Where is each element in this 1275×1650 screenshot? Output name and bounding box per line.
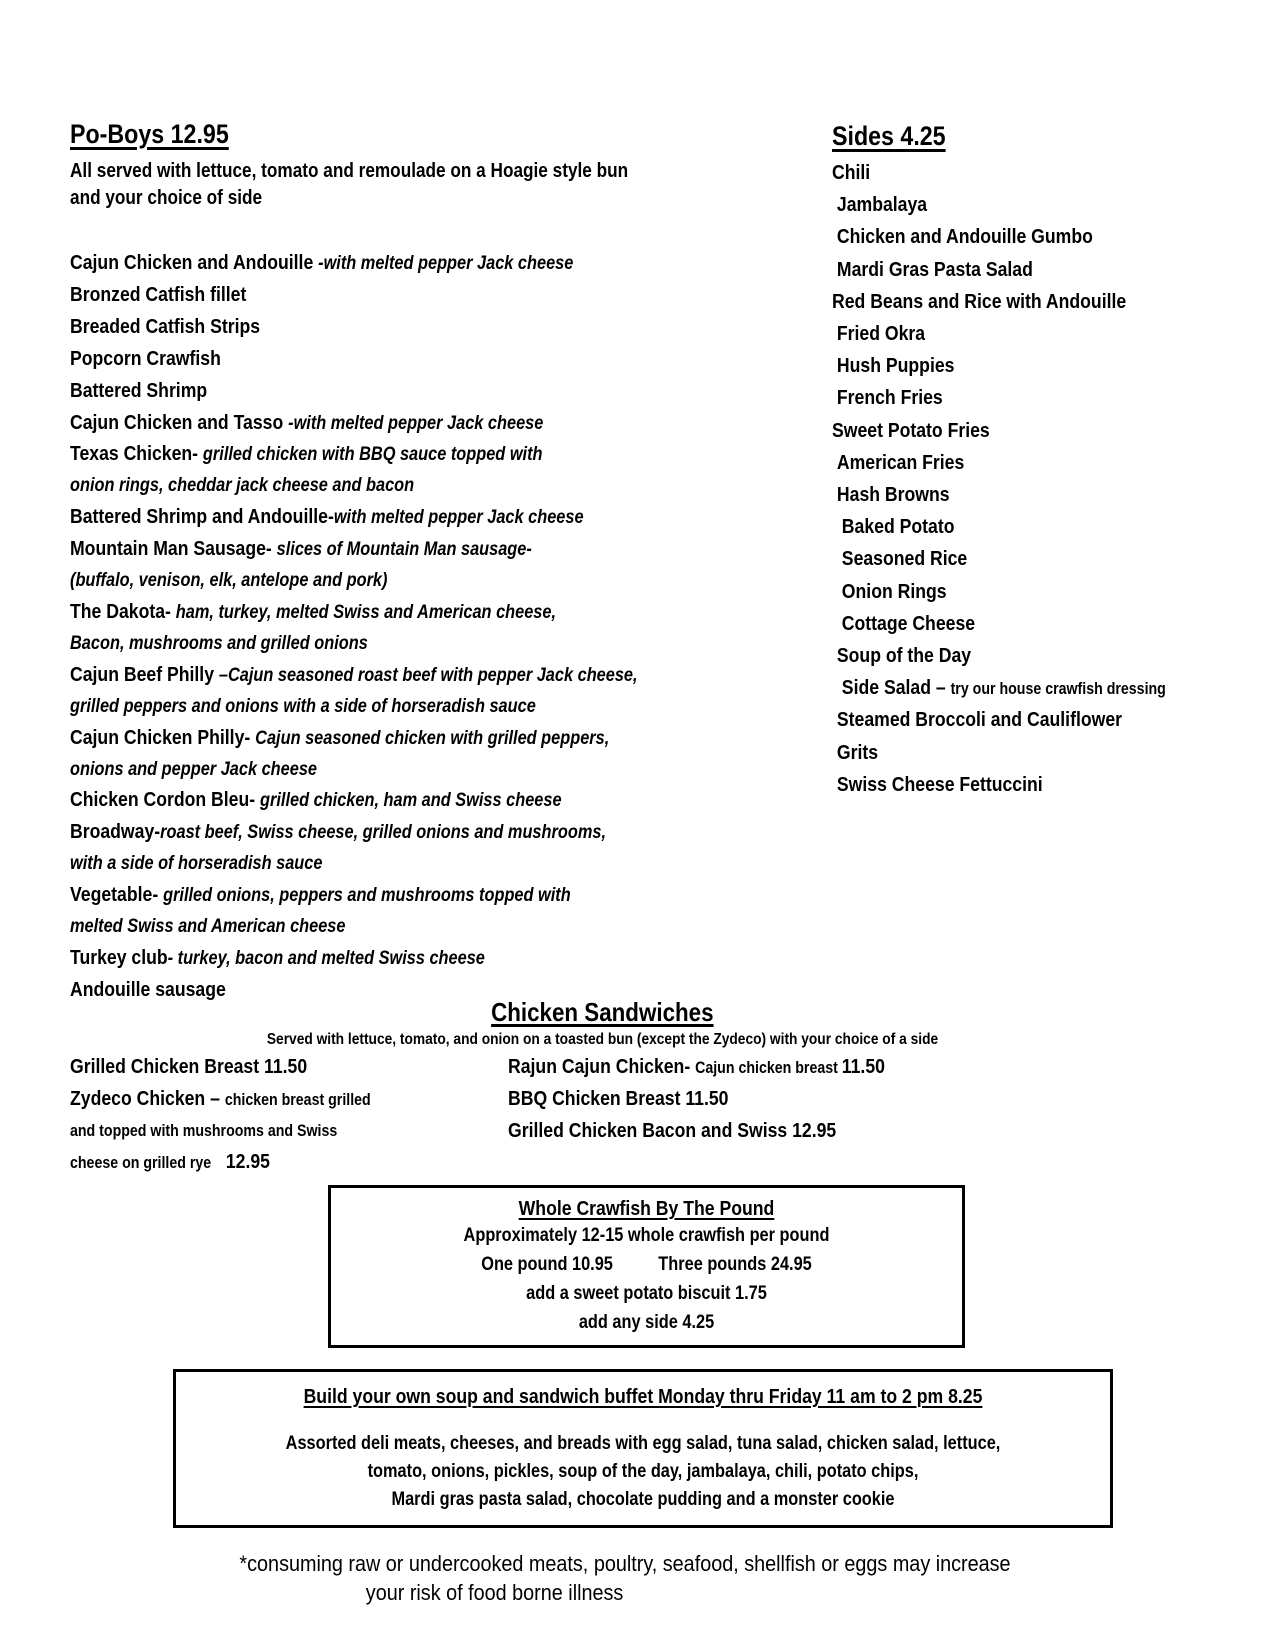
chicken-sandwich-item-text: BBQ Chicken Breast 11.50 <box>508 1087 729 1110</box>
poboy-item <box>70 723 681 755</box>
crawfish-line <box>375 1251 918 1280</box>
poboy-item <box>70 629 681 660</box>
side-item-text: Chicken and Andouille Gumbo <box>832 225 1093 249</box>
poboy-item-text: Chicken Cordon Bleu- <box>70 788 261 812</box>
poboy-item-text: onion rings, cheddar jack cheese and bacon <box>70 475 415 497</box>
buffet-line-text: Mardi gras pasta salad, chocolate pudding and a monster cookie <box>391 1489 895 1510</box>
chicken-sandwiches-title: Chicken Sandwiches <box>491 997 714 1027</box>
poboy-item <box>70 755 681 786</box>
side-item-text: Sweet Potato Fries <box>832 418 990 442</box>
crawfish-line <box>375 1280 918 1309</box>
side-item <box>832 738 1202 770</box>
buffet-box <box>173 1369 1113 1528</box>
poboy-item <box>70 817 681 849</box>
side-item <box>832 641 1202 673</box>
side-item-text: Cottage Cheese <box>832 611 976 635</box>
side-item-text: Red Beans and Rice with Andouille <box>832 289 1127 313</box>
poboy-item <box>70 534 681 566</box>
poboy-item-text: grilled onions, peppers and mushrooms topped with <box>163 885 571 907</box>
poboy-item-text: grilled chicken, ham and Swiss cheese <box>260 790 562 812</box>
buffet-box-lines <box>176 1430 1110 1514</box>
chicken-sandwich-item-text: and topped with mushrooms and Swiss <box>70 1122 338 1140</box>
side-item <box>832 416 1202 448</box>
poboy-item-text: with a side of horseradish sauce <box>70 853 323 875</box>
poboy-item <box>70 785 681 817</box>
side-item <box>832 770 1202 802</box>
buffet-box-spacer <box>176 1410 1110 1430</box>
side-item-text: try our house crawfish dressing <box>950 680 1166 699</box>
poboy-item-text: roast beef, Swiss cheese, grilled onions and mushrooms, <box>160 822 606 844</box>
side-item-text: French Fries <box>832 386 943 410</box>
poboy-item-text: Turkey club <box>70 945 168 969</box>
chicken-sandwich-item <box>70 1116 448 1147</box>
side-item-text: Fried Okra <box>832 322 926 346</box>
poboys-subtitle-line: All served with lettuce, tomato and remoulade on a Hoagie style bun <box>70 160 629 182</box>
chicken-sandwich-item-text: Rajun Cajun Chicken- <box>508 1055 696 1078</box>
side-item-text: American Fries <box>832 450 965 474</box>
side-item <box>832 577 1202 609</box>
chicken-sandwich-item-text: chicken breast grilled <box>224 1091 371 1109</box>
sides-section <box>832 120 1262 802</box>
poboy-item <box>70 943 681 975</box>
sides-title: Sides 4.25 <box>832 121 946 151</box>
side-item <box>832 158 1202 190</box>
chicken-sandwich-item <box>508 1084 1041 1116</box>
crawfish-box <box>328 1185 965 1348</box>
poboy-item <box>70 912 681 943</box>
chicken-sandwiches-subtitle: Served with lettuce, tomato, and onion on a toasted bun (except the Zydeco) with your choice of a side <box>266 1031 939 1048</box>
poboy-item <box>70 502 681 534</box>
poboy-item-text: grilled chicken with BBQ sauce topped with <box>202 444 543 466</box>
poboy-item <box>70 880 681 912</box>
poboy-item <box>70 344 681 376</box>
side-item <box>832 319 1202 351</box>
poboy-item <box>70 280 681 312</box>
side-item-text: Mardi Gras Pasta Salad <box>832 257 1033 281</box>
poboy-item-text: - turkey, bacon and melted Swiss cheese <box>167 947 485 969</box>
side-item-text: Hush Puppies <box>832 354 955 378</box>
poboy-item-text: Breaded Catfish Strips <box>70 314 261 338</box>
side-item <box>832 190 1202 222</box>
poboy-item-text: Mountain Man Sausage- <box>70 537 277 561</box>
poboys-subtitle-line: and your choice of side <box>70 187 263 209</box>
crawfish-line-text: add any side 4.25 <box>578 1312 715 1333</box>
buffet-line <box>241 1458 1044 1486</box>
side-item <box>832 255 1202 287</box>
poboy-item-text: Cajun Chicken Philly- <box>70 725 256 749</box>
poboy-item-text: Cajun Beef Philly <box>70 662 219 686</box>
chicken-sandwich-item-text: 12.95 <box>211 1150 270 1173</box>
poboy-item-text: (buffalo, venison, elk, antelope and pork) <box>70 570 388 592</box>
poboy-item-text: -with melted pepper Jack cheese <box>288 412 544 434</box>
crawfish-box-lines <box>331 1222 962 1338</box>
poboys-title: Po-Boys 12.95 <box>70 119 229 149</box>
poboy-item-text: Bacon, mushrooms and grilled onions <box>70 632 368 654</box>
chicken-right-column <box>508 1052 1128 1148</box>
poboy-item <box>70 692 681 723</box>
poboy-item-text: Vegetable- <box>70 883 164 907</box>
chicken-sandwich-item-text: Grilled Chicken Breast 11.50 <box>70 1055 308 1078</box>
poboy-item-text: -with melted pepper Jack cheese <box>318 253 574 274</box>
crawfish-line <box>375 1222 918 1251</box>
poboy-item <box>70 566 681 597</box>
side-item-text: Steamed Broccoli and Cauliflower <box>832 708 1122 732</box>
buffet-line <box>241 1486 1044 1514</box>
poboy-item <box>70 248 681 280</box>
side-item <box>832 383 1202 415</box>
poboy-item-text: Battered Shrimp <box>70 378 208 402</box>
poboy-item-text: Bronzed Catfish fillet <box>70 282 247 306</box>
poboy-item-text: Cajun seasoned chicken with grilled peppers, <box>255 727 610 749</box>
poboy-item <box>70 408 681 440</box>
poboy-item <box>70 471 681 502</box>
buffet-line <box>241 1430 1044 1458</box>
poboy-item-text: grilled peppers and onions with a side of horseradish sauce <box>70 695 536 717</box>
poboy-item-text: with melted pepper Jack cheese <box>333 507 584 529</box>
poboy-item <box>70 376 681 408</box>
buffet-line-text: tomato, onions, pickles, soup of the day, jambalaya, chili, potato chips, <box>367 1461 919 1482</box>
crawfish-box-title: Whole Crawfish By The Pound <box>518 1197 775 1220</box>
chicken-sandwich-item <box>508 1052 1041 1084</box>
side-item <box>832 705 1202 737</box>
poboy-item <box>70 660 681 692</box>
poboy-item <box>70 439 681 471</box>
chicken-sandwich-item <box>508 1116 1041 1148</box>
poboy-item-text: Cajun Chicken and Andouille <box>70 251 319 274</box>
poboy-item-text: –Cajun seasoned roast beef with pepper Jack cheese, <box>218 664 638 686</box>
chicken-sandwich-item-text: Cajun chicken breast <box>695 1059 842 1077</box>
side-item <box>832 222 1202 254</box>
chicken-sandwich-item-text: 11.50 <box>841 1055 885 1078</box>
side-item <box>832 480 1202 512</box>
chicken-sandwich-item-text: Zydeco Chicken – <box>70 1087 225 1110</box>
poboy-item-text: Popcorn Crawfish <box>70 346 221 370</box>
poboy-item-text: slices of Mountain Man sausage- <box>276 539 532 561</box>
poboy-item-text: ham, turkey, melted Swiss and American cheese, <box>175 601 557 623</box>
side-item-text: Jambalaya <box>832 193 928 217</box>
side-item-text: Side Salad – <box>832 676 951 700</box>
side-item <box>832 351 1202 383</box>
buffet-line-text: Assorted deli meats, cheeses, and breads with egg salad, tuna salad, chicken salad, lettuce, <box>285 1433 1001 1454</box>
poboy-item-text: Cajun Chicken and Tasso <box>70 410 289 434</box>
side-item-text: Onion Rings <box>832 579 947 603</box>
poboy-item <box>70 597 681 629</box>
side-item <box>832 673 1202 705</box>
crawfish-line-text: Approximately 12-15 whole crawfish per pound <box>463 1225 830 1246</box>
poboy-item <box>70 312 681 344</box>
footer-disclaimer <box>175 1549 1075 1607</box>
side-item <box>832 287 1202 319</box>
side-item <box>832 512 1202 544</box>
side-item-text: Soup of the Day <box>832 644 972 668</box>
disclaimer-line-1: *consuming raw or undercooked meats, poultry, seafood, shellfish or eggs may increase <box>239 1551 1011 1576</box>
side-item-text: Swiss Cheese Fettuccini <box>832 772 1043 796</box>
chicken-left-column <box>70 1052 510 1179</box>
chicken-sandwiches-section <box>70 997 1135 1051</box>
chicken-sandwich-item <box>70 1147 448 1179</box>
poboy-item-text: Texas Chicken- <box>70 442 203 466</box>
crawfish-line-text: add a sweet potato biscuit 1.75 <box>526 1283 767 1304</box>
chicken-sandwich-item-text: Grilled Chicken Bacon and Swiss 12.95 <box>508 1119 837 1142</box>
poboy-item-text: Andouille sausage <box>70 977 226 1001</box>
side-item <box>832 448 1202 480</box>
poboy-item-text: melted Swiss and American cheese <box>70 916 346 938</box>
side-item <box>832 544 1202 576</box>
poboy-item-text: Broadway- <box>70 820 161 844</box>
poboy-item-text: onions and pepper Jack cheese <box>70 758 318 780</box>
crawfish-line-text: One pound 10.95 Three pounds 24.95 <box>481 1254 812 1275</box>
poboy-item-text: Battered Shrimp and Andouille- <box>70 505 334 529</box>
poboys-section <box>70 118 780 1007</box>
side-item-text: Chili <box>832 161 871 184</box>
sides-list <box>832 158 1262 802</box>
side-item-text: Grits <box>832 740 879 764</box>
buffet-box-title: Build your own soup and sandwich buffet Monday thru Friday 11 am to 2 pm 8.25 <box>303 1385 983 1408</box>
crawfish-line <box>375 1309 918 1338</box>
chicken-sandwich-item <box>70 1084 448 1116</box>
poboys-list <box>70 248 780 1007</box>
side-item <box>832 609 1202 641</box>
chicken-sandwich-item-text: cheese on grilled rye <box>70 1154 212 1172</box>
poboy-item-text: The Dakota- <box>70 599 176 623</box>
side-item-text: Hash Browns <box>832 483 950 507</box>
disclaimer-line-2: your risk of food borne illness <box>365 1580 624 1605</box>
chicken-sandwich-item <box>70 1052 448 1084</box>
side-item-text: Seasoned Rice <box>832 547 968 571</box>
poboy-item <box>70 849 681 880</box>
side-item-text: Baked Potato <box>832 515 955 539</box>
